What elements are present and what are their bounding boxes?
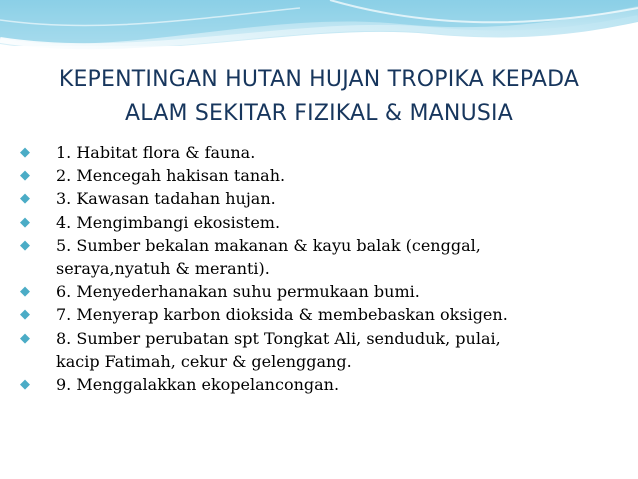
list-item-text-continued: seraya,nyatuh & meranti). bbox=[56, 259, 270, 279]
list-item-text: 2. Mencegah hakisan tanah. bbox=[56, 166, 286, 186]
list-item-text: 7. Menyerap karbon dioksida & membebaskan oksigen. bbox=[56, 305, 508, 325]
diamond-bullet-icon: ◆ bbox=[20, 168, 30, 184]
diamond-bullet-icon: ◆ bbox=[20, 377, 30, 393]
title-line-2: ALAM SEKITAR FIZIKAL & MANUSIA bbox=[125, 101, 513, 126]
list-item-text: 3. Kawasan tadahan hujan. bbox=[56, 189, 276, 209]
list-item bbox=[16, 234, 616, 280]
diamond-bullet-icon: ◆ bbox=[20, 214, 30, 230]
list-item bbox=[16, 187, 616, 210]
list-item bbox=[16, 280, 616, 303]
list-item bbox=[16, 303, 616, 326]
slide-title bbox=[30, 63, 608, 131]
list-item-text-continued: kacip Fatimah, cekur & gelenggang. bbox=[56, 351, 352, 371]
header-wave-decoration bbox=[0, 0, 638, 70]
list-item bbox=[16, 164, 616, 187]
diamond-bullet-icon: ◆ bbox=[20, 145, 30, 160]
list-item-text: 1. Habitat flora & fauna. bbox=[56, 143, 256, 162]
list-item bbox=[16, 141, 616, 164]
list-item-text: 8. Sumber perubatan spt Tongkat Ali, senduduk, pulai, bbox=[56, 328, 501, 348]
diamond-bullet-icon: ◆ bbox=[20, 307, 30, 323]
bullet-list bbox=[16, 141, 616, 396]
list-item-text: 9. Menggalakkan ekopelancongan. bbox=[56, 375, 340, 395]
diamond-bullet-icon: ◆ bbox=[20, 237, 30, 253]
list-item-text: 4. Mengimbangi ekosistem. bbox=[56, 212, 281, 232]
list-item bbox=[16, 327, 616, 373]
title-line-1: KEPENTINGAN HUTAN HUJAN TROPIKA KEPADA bbox=[58, 67, 580, 92]
diamond-bullet-icon: ◆ bbox=[20, 284, 30, 300]
list-item bbox=[16, 211, 616, 234]
list-item-text: 5. Sumber bekalan makanan & kayu balak (cenggal, bbox=[56, 235, 481, 255]
list-item-text: 6. Menyederhanakan suhu permukaan bumi. bbox=[56, 282, 420, 302]
diamond-bullet-icon: ◆ bbox=[20, 191, 30, 207]
diamond-bullet-icon: ◆ bbox=[20, 330, 30, 346]
list-item bbox=[16, 373, 616, 396]
